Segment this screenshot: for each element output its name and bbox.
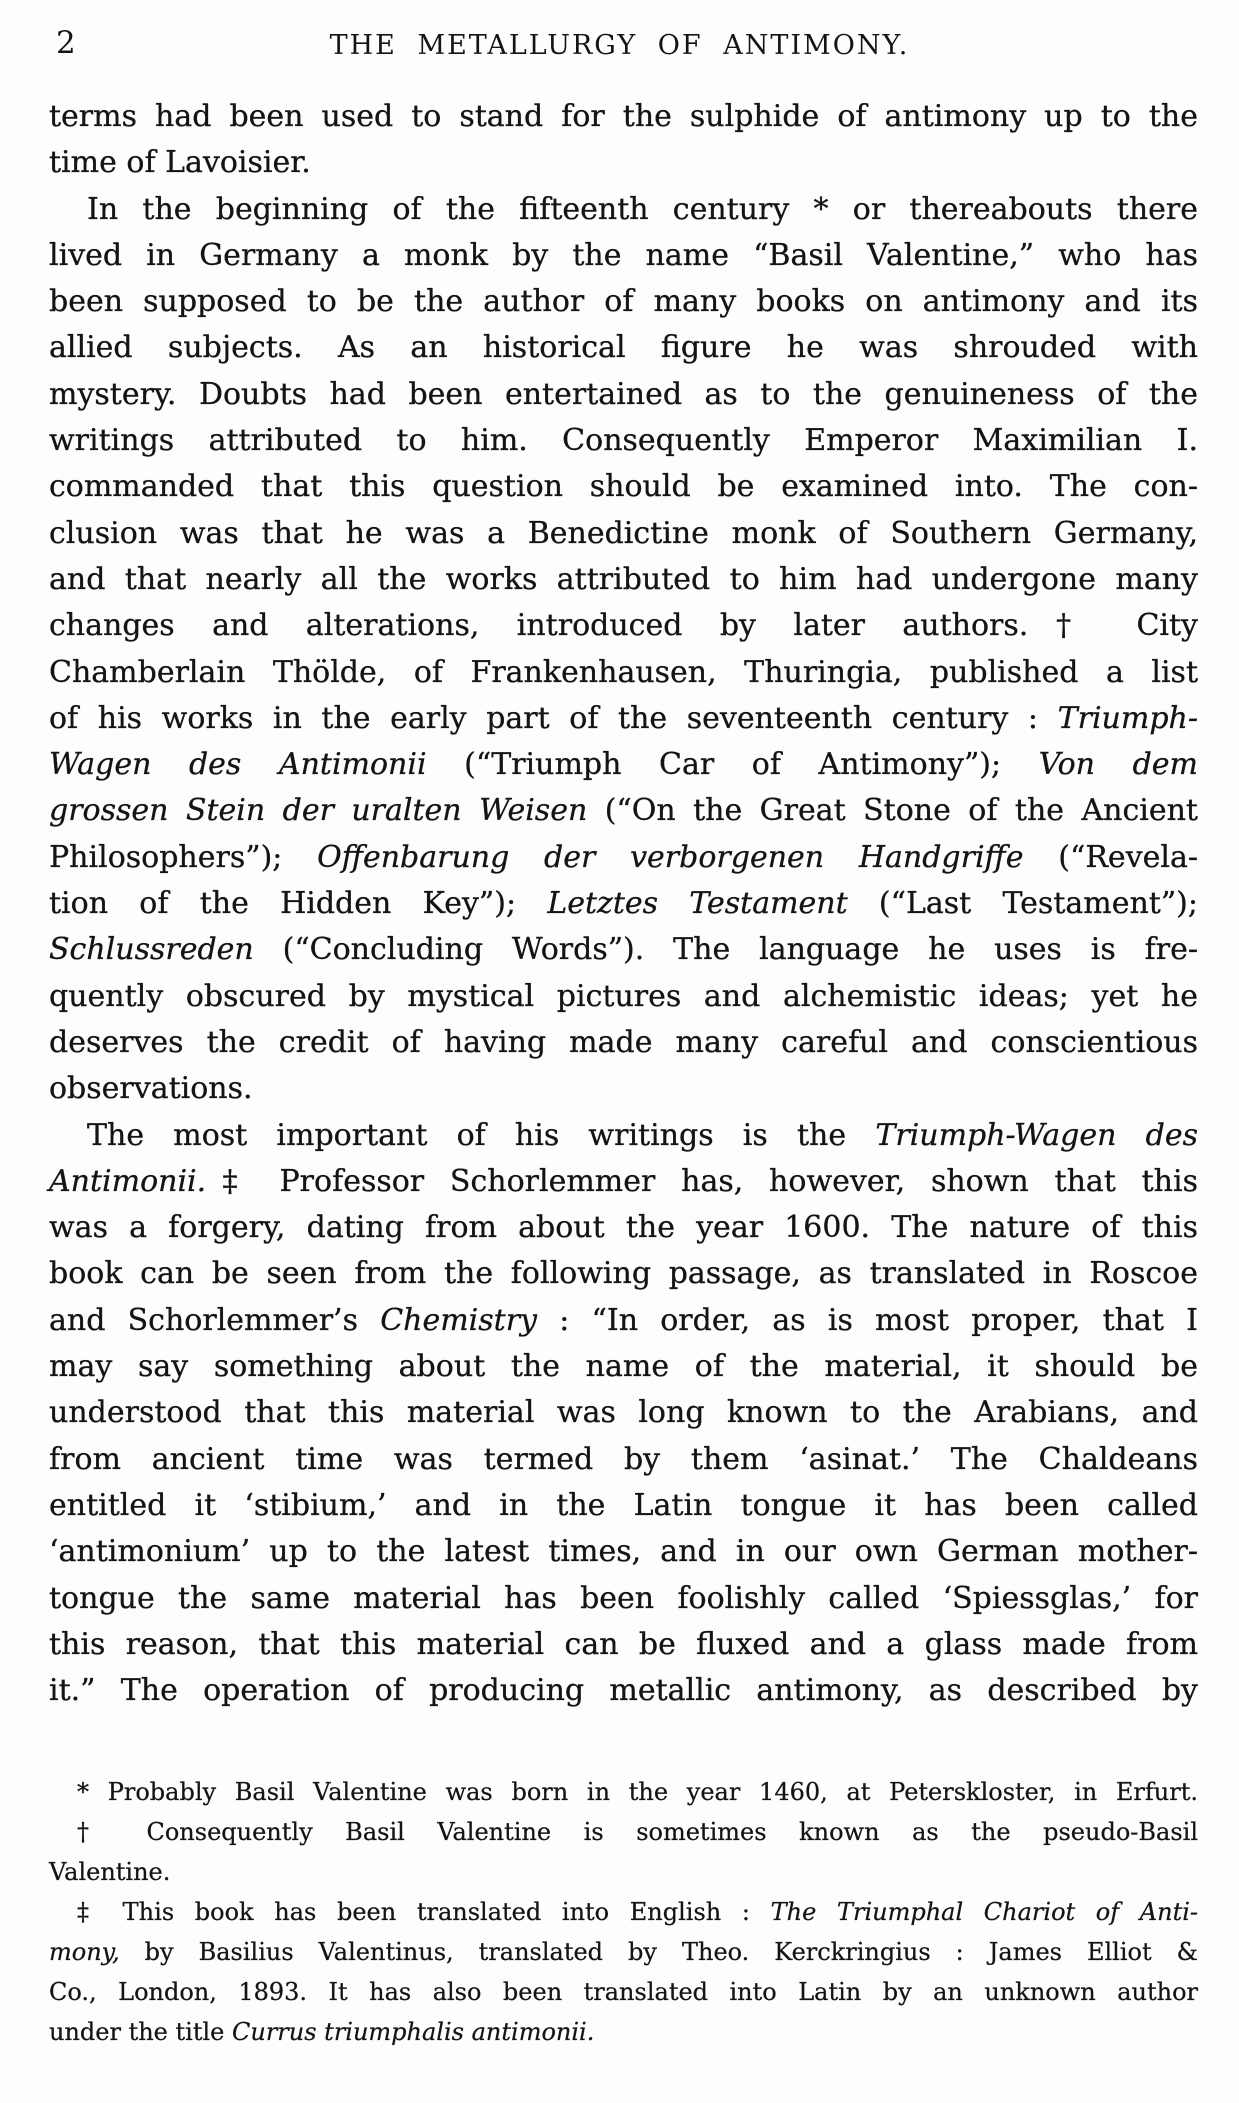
italic-text: Schlussreden [49,932,254,968]
text-line [49,696,1198,742]
plain-text: : “In order, as is most proper, that I [537,1302,1198,1338]
text-line [49,464,1198,510]
plain-text: may say something about the name of the material, it should be [49,1349,1198,1385]
plain-text: Valentine. [49,1858,171,1886]
plain-text: ‘antimonium’ up to the latest times, and in our own German mother- [49,1534,1198,1570]
plain-text: entitled it ‘stibium,’ and in the Latin tongue it has been called [49,1487,1198,1523]
plain-text: book can be seen from the following passage, as translated in Roscoe [49,1256,1198,1292]
text-line [49,2012,1198,2052]
plain-text: clusion was that he was a Benedictine monk of Southern Germany, [49,515,1198,551]
text-line [49,1113,1198,1159]
plain-text: mystery. Doubts had been entertained as to the genuineness of the [49,376,1198,412]
text-line [49,1298,1198,1344]
italic-text: Von dem [1038,747,1198,783]
plain-text: under the title [49,2018,232,2046]
plain-text: of his works in the early part of the seventeenth century : [49,700,1058,736]
plain-text: understood that this material was long known to the Arabians, and [49,1395,1198,1431]
plain-text: writings attributed to him. Consequently Emperor Maximilian I. [49,423,1198,459]
text-line [49,1251,1198,1297]
plain-text: observations. [49,1071,253,1107]
text-line [49,1344,1198,1390]
footnote [49,1812,1198,1892]
page-number: 2 [56,25,76,61]
italic-text: The Triumphal Chariot of Anti- [770,1898,1199,1926]
plain-text: tongue the same material has been foolishly called ‘Spiessglas,’ for [49,1580,1198,1616]
plain-text: and Schorlemmer’s [49,1302,381,1338]
italic-text: mony, [49,1938,120,1966]
text-line [49,1066,1198,1112]
text-line [49,835,1198,881]
italic-text: Triumph-Wagen des [875,1117,1198,1153]
plain-text: ‡ This book has been translated into English : [77,1898,771,1926]
footnote [49,1892,1198,2052]
italic-text: grossen Stein der uralten Weisen [49,793,588,829]
plain-text: deserves the credit of having made many careful and conscientious [49,1024,1198,1060]
plain-text: time of Lavoisier. [49,145,311,181]
text-line [49,1668,1198,1714]
text-line [49,233,1198,279]
plain-text: tion of the Hidden Key”); [49,886,548,922]
text-line [49,788,1198,834]
text-line [49,1576,1198,1622]
text-line [49,279,1198,325]
text-line [49,418,1198,464]
body-text [49,94,1198,1714]
footnote [49,1772,1198,1812]
plain-text: Chamberlain Thölde, of Frankenhausen, Thuringia, published a list [49,654,1198,690]
text-line [49,1972,1198,2012]
plain-text: quently obscured by mystical pictures and alchemistic ideas; yet he [49,978,1198,1014]
text-line [49,1159,1198,1205]
plain-text: by Basilius Valentinus, translated by Theo. Kerckringius : James Elliot & [119,1938,1198,1966]
text-line [49,1932,1198,1972]
plain-text: this reason, that this material can be fluxed and a glass made from [49,1626,1198,1662]
text-line [49,1892,1198,1932]
plain-text: (“Triumph Car of Antimony”); [426,747,1039,783]
plain-text: The most important of his writings is the [87,1117,876,1153]
text-line [49,187,1198,233]
text-line [49,372,1198,418]
plain-text: ‡ Professor Schorlemmer has, however, shown that this [206,1163,1198,1199]
text-line [49,140,1198,186]
plain-text: it.” The operation of producing metallic antimony, as described by [49,1673,1198,1709]
page-header [0,26,1239,76]
plain-text: * Probably Basil Valentine was born in the year 1460, at Peterskloster, in Erfurt. [77,1778,1198,1806]
text-line [49,94,1198,140]
text-line [49,881,1198,927]
italic-text: Letztes Testament [547,886,848,922]
plain-text: allied subjects. As an historical figure he was shrouded with [49,330,1198,366]
text-line [49,557,1198,603]
italic-text: Currus triumphalis antimonii. [232,2018,595,2046]
italic-text: Triumph- [1057,700,1198,736]
text-line [49,650,1198,696]
plain-text: (“Revela- [1023,839,1198,875]
text-line [49,974,1198,1020]
plain-text: Philosophers”); [49,839,318,875]
plain-text: terms had been used to stand for the sulphide of antimony up to the [49,99,1198,134]
plain-text: (“Concluding Words”). The language he uses is fre- [253,932,1198,968]
text-line [49,927,1198,973]
paragraph [49,187,1198,1113]
italic-text: Wagen des Antimonii [49,747,427,783]
running-title: THE METALLURGY OF ANTIMONY. [329,30,910,61]
plain-text: been supposed to be the author of many books on antimony and its [49,284,1198,320]
plain-text: from ancient time was termed by them ‘asinat.’ The Chaldeans [49,1441,1198,1477]
text-line [49,1205,1198,1251]
text-line [49,1812,1198,1852]
text-line [49,1483,1198,1529]
paragraph [49,94,1198,187]
text-line [49,742,1198,788]
text-line [49,1852,1198,1892]
plain-text: lived in Germany a monk by the name “Basil Valentine,” who has [49,237,1198,273]
text-line [49,1437,1198,1483]
italic-text: Antimonii. [49,1163,207,1199]
plain-text: was a forgery, dating from about the year 1600. The nature of this [49,1210,1198,1246]
plain-text: commanded that this question should be examined into. The con- [49,469,1198,505]
text-line [49,1529,1198,1575]
text-line [49,1622,1198,1668]
footnotes [49,1772,1198,2052]
plain-text: changes and alterations, introduced by later authors.† City [49,608,1198,644]
plain-text: (“Last Testament”); [847,886,1198,922]
plain-text: Co., London, 1893. It has also been translated into Latin by an unknown author [49,1978,1198,2006]
text-line [49,1772,1198,1812]
text-line [49,1390,1198,1436]
plain-text: † Consequently Basil Valentine is sometimes known as the pseudo-Basil [77,1818,1198,1846]
paragraph [49,1113,1198,1715]
text-line [49,325,1198,371]
italic-text: Chemistry [380,1302,537,1338]
text-line [49,603,1198,649]
text-line [49,1020,1198,1066]
plain-text: and that nearly all the works attributed to him had undergone many [49,561,1198,597]
italic-text: Offenbarung der verborgenen Handgriffe [317,839,1024,875]
text-line [49,511,1198,557]
plain-text: In the beginning of the fifteenth century * or thereabouts there [87,191,1198,227]
plain-text: (“On the Great Stone of the Ancient [587,793,1198,829]
